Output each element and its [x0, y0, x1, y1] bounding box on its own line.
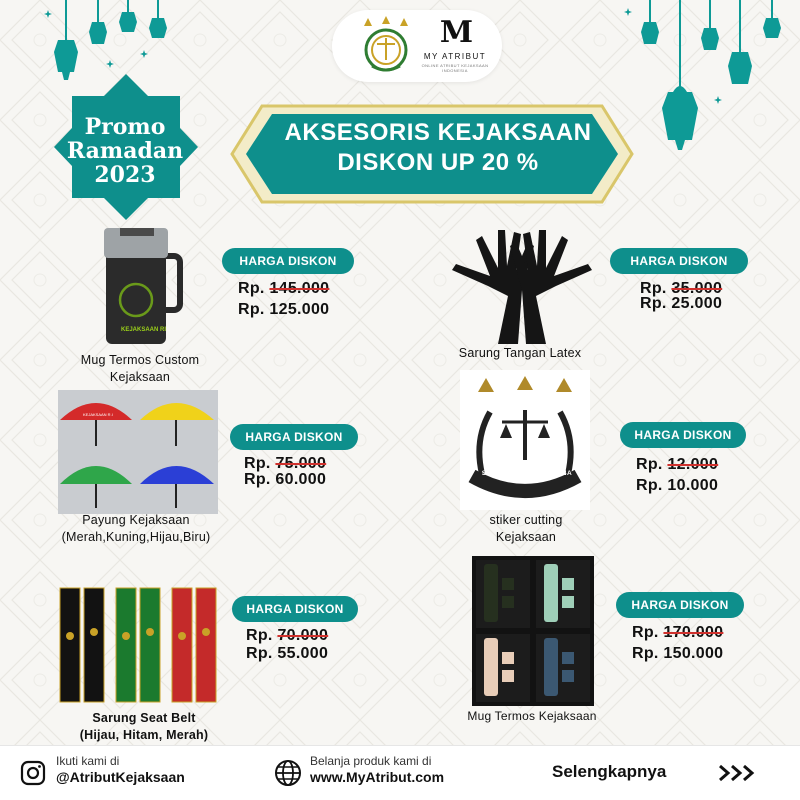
- product-name-line2: (Merah,Kuning,Hijau,Biru): [61, 530, 211, 544]
- new-price: Rp. 60.000: [244, 471, 327, 488]
- promo-line1: Promo: [84, 114, 166, 140]
- old-price-value: 70.000: [277, 627, 329, 644]
- product-name-line1: Sarung Tangan Latex: [458, 346, 582, 360]
- product-caption: [36, 512, 236, 546]
- promo-line3: 2023: [94, 162, 156, 188]
- product-name-line1: Sarung Seat Belt: [92, 711, 196, 725]
- discount-tag: HARGA DISKON: [610, 248, 748, 274]
- myatribut-mark: M: [439, 15, 471, 50]
- old-price-value: 145.000: [269, 280, 330, 297]
- new-price: Rp. 150.000: [632, 645, 724, 662]
- follow-handle[interactable]: @AtributKejaksaan: [56, 769, 185, 785]
- follow-link[interactable]: [56, 754, 185, 786]
- old-price: [632, 623, 723, 642]
- old-price-value: 170.000: [663, 624, 724, 641]
- sticker-text: SATYA ADHI WICAKSANA: [481, 470, 573, 477]
- latex-gloves-image: [448, 226, 596, 346]
- myatribut-name: MY ATRIBUT: [423, 52, 487, 61]
- globe-icon: [274, 759, 302, 787]
- new-price: Rp. 25.000: [640, 295, 723, 312]
- headline-line2: DISKON UP 20 %: [337, 149, 539, 176]
- promo-line2: Ramadan: [66, 138, 184, 164]
- myatribut-tagline: ONLINE ATRIBUT KEJAKSAAN INDONESIA: [421, 63, 489, 73]
- discount-tag: HARGA DISKON: [232, 596, 358, 622]
- old-price-value: 75.000: [275, 455, 327, 472]
- currency: Rp.: [636, 456, 663, 473]
- mug-termos-set-image: [472, 556, 594, 706]
- shop-link[interactable]: [310, 754, 444, 786]
- shop-label: Belanja produk kami di: [310, 754, 432, 768]
- old-price: [246, 626, 328, 645]
- product-caption: [40, 352, 240, 386]
- discount-tag: HARGA DISKON: [230, 424, 358, 450]
- currency: Rp.: [640, 280, 667, 297]
- headline: [262, 118, 614, 178]
- seat-belt-cover-image: [56, 584, 226, 704]
- product-name-line1: Mug Termos Kejaksaan: [467, 709, 597, 723]
- follow-label: Ikuti kami di: [56, 754, 120, 768]
- currency: Rp.: [632, 624, 659, 641]
- new-price: Rp. 55.000: [246, 645, 329, 662]
- new-price: Rp. 125.000: [238, 301, 330, 318]
- instagram-icon[interactable]: [20, 760, 46, 786]
- sticker-image: [460, 370, 590, 510]
- myatribut-logo: [415, 14, 495, 73]
- product-caption: [426, 512, 626, 546]
- product-name-line1: stiker cutting: [489, 513, 563, 527]
- product-caption: [44, 710, 244, 744]
- currency: Rp.: [246, 627, 273, 644]
- umbrella-label: KEJAKSAAN R.I: [83, 412, 113, 417]
- umbrella-image: [58, 390, 218, 514]
- product-name-line1: Mug Termos Custom: [80, 353, 200, 367]
- currency: Rp.: [238, 280, 265, 297]
- more-button-label: Selengkapnya: [552, 762, 667, 781]
- old-price-value: 12.000: [667, 456, 719, 473]
- kejaksaan-emblem-icon: [356, 14, 416, 76]
- product-name-line2: (Hijau, Hitam, Merah): [79, 728, 209, 742]
- product-caption: [432, 708, 632, 725]
- discount-tag: HARGA DISKON: [222, 248, 354, 274]
- mug-label: KEJAKSAAN RI: [121, 327, 167, 333]
- shop-url[interactable]: www.MyAtribut.com: [310, 769, 445, 785]
- discount-tag: HARGA DISKON: [616, 592, 744, 618]
- old-price: [238, 279, 329, 298]
- lantern-decor-right: [620, 0, 800, 160]
- old-price-value: 35.000: [671, 280, 723, 297]
- product-name-line1: Payung Kejaksaan: [82, 513, 190, 527]
- product-name-line2: Kejaksaan: [495, 530, 557, 544]
- promo-badge: [60, 115, 190, 187]
- more-button[interactable]: [552, 762, 666, 782]
- product-name-line2: Kejaksaan: [109, 370, 171, 384]
- old-price: [636, 455, 718, 474]
- currency: Rp.: [244, 455, 271, 472]
- headline-line1: AKSESORIS KEJAKSAAN: [284, 119, 592, 146]
- new-price: Rp. 10.000: [636, 477, 719, 494]
- discount-tag: HARGA DISKON: [620, 422, 746, 448]
- product-caption: [420, 345, 620, 362]
- triple-chevron-right-icon[interactable]: [718, 764, 758, 782]
